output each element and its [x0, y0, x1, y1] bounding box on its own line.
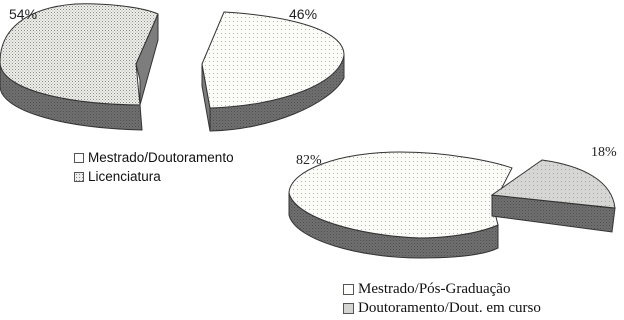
pie2-legend-swatch-doutoramento [343, 303, 354, 314]
pie1-legend-swatch-mestrado [74, 153, 84, 163]
pie1-label-licenciatura: 54% [9, 6, 38, 22]
pie2-slice-mestrado [289, 152, 512, 258]
pie1-legend-label-licenciatura: Licenciatura [88, 169, 161, 184]
pie1-legend-swatch-licenciatura [74, 172, 84, 182]
pie1-legend [74, 148, 234, 186]
pie-chart-1 [0, 4, 344, 131]
pie2-legend-swatch-mestrado [343, 284, 354, 295]
pie1-legend-label-mestrado: Mestrado/Doutoramento [88, 150, 234, 165]
pie1-legend-item-mestrado [74, 148, 234, 167]
pie2-legend-label-mestrado: Mestrado/Pós-Graduação [358, 281, 511, 297]
pie1-legend-item-licenciatura [74, 167, 234, 186]
pie2-legend [343, 280, 541, 318]
pie1-label-mestrado: 46% [289, 6, 318, 22]
pie-chart-2 [289, 145, 617, 258]
pie2-legend-label-doutoramento: Doutoramento/Dout. em curso [358, 300, 541, 316]
pie2-label-mestrado: 82% [296, 153, 322, 168]
pie2-label-doutoramento: 18% [591, 145, 617, 160]
pie1-slice-licenciatura [0, 4, 158, 130]
pie2-legend-item-mestrado [343, 280, 541, 299]
pie2-legend-item-doutoramento [343, 299, 541, 318]
pie1-slice-mestrado [202, 12, 344, 131]
